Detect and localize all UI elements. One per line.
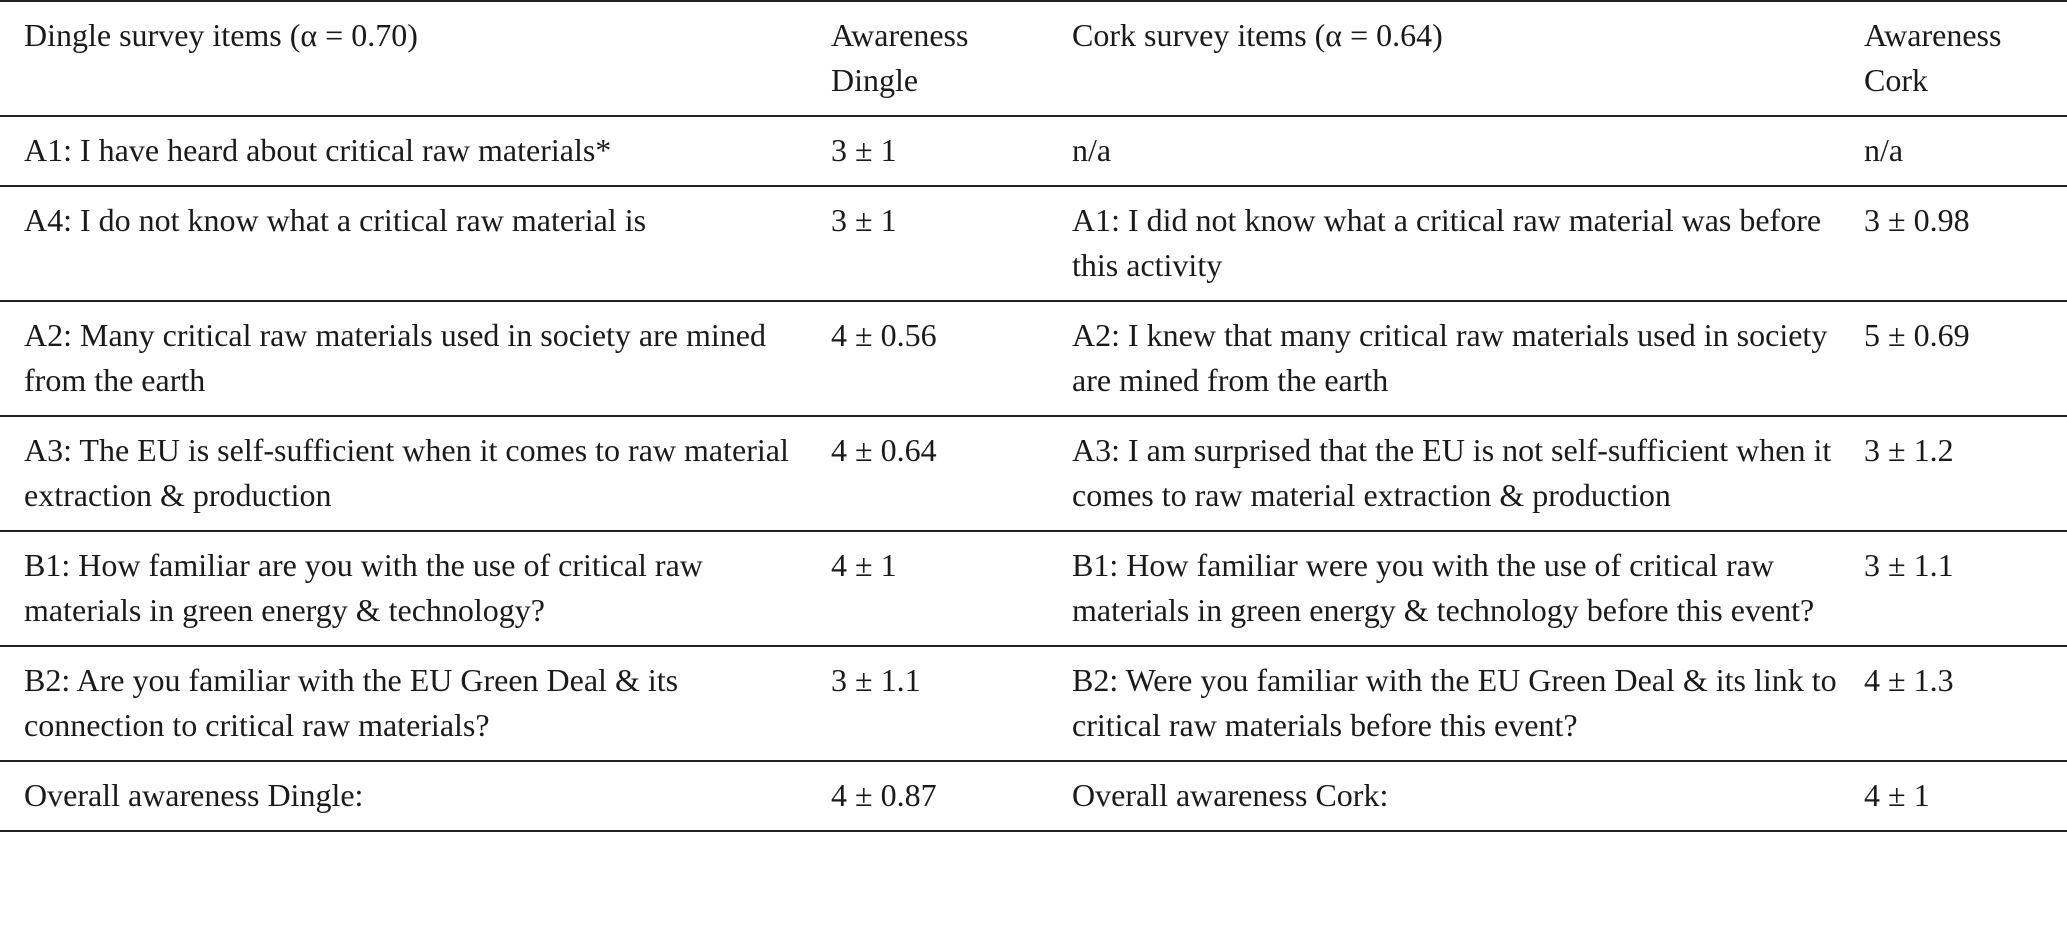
cork-item-cell: B1: How familiar were you with the use of critical raw materials in green energy & technology before this event? bbox=[1048, 531, 1854, 646]
table-row bbox=[0, 301, 2067, 416]
dingle-value-cell: 3 ± 1 bbox=[821, 116, 1048, 186]
cork-value-cell: n/a bbox=[1854, 116, 2067, 186]
cork-item-cell: n/a bbox=[1048, 116, 1854, 186]
table-row bbox=[0, 186, 2067, 301]
dingle-value-cell: 4 ± 0.56 bbox=[821, 301, 1048, 416]
table-row bbox=[0, 416, 2067, 531]
table-body bbox=[0, 116, 2067, 831]
dingle-value-cell: 3 ± 1 bbox=[821, 186, 1048, 301]
dingle-item-cell: B1: How familiar are you with the use of critical raw materials in green energy & technology? bbox=[0, 531, 821, 646]
overall-cork-value: 4 ± 1 bbox=[1854, 761, 2067, 831]
header-awareness-cork: Awareness Cork bbox=[1854, 1, 2067, 116]
header-row bbox=[0, 1, 2067, 116]
table-row-overall bbox=[0, 761, 2067, 831]
cork-value-cell: 5 ± 0.69 bbox=[1854, 301, 2067, 416]
dingle-item-cell: A2: Many critical raw materials used in society are mined from the earth bbox=[0, 301, 821, 416]
table-row bbox=[0, 116, 2067, 186]
cork-item-cell: B2: Were you familiar with the EU Green Deal & its link to critical raw materials before this event? bbox=[1048, 646, 1854, 761]
table-header bbox=[0, 1, 2067, 116]
dingle-item-cell: A1: I have heard about critical raw materials* bbox=[0, 116, 821, 186]
cork-value-cell: 3 ± 1.1 bbox=[1854, 531, 2067, 646]
dingle-item-cell: B2: Are you familiar with the EU Green Deal & its connection to critical raw materials? bbox=[0, 646, 821, 761]
dingle-item-cell: A3: The EU is self-sufficient when it comes to raw material extraction & production bbox=[0, 416, 821, 531]
overall-dingle-value: 4 ± 0.87 bbox=[821, 761, 1048, 831]
dingle-value-cell: 4 ± 1 bbox=[821, 531, 1048, 646]
cork-item-cell: A1: I did not know what a critical raw material was before this activity bbox=[1048, 186, 1854, 301]
cork-item-cell: A3: I am surprised that the EU is not self-sufficient when it comes to raw material extraction & production bbox=[1048, 416, 1854, 531]
table-row bbox=[0, 531, 2067, 646]
table-row bbox=[0, 646, 2067, 761]
header-dingle-items: Dingle survey items (α = 0.70) bbox=[0, 1, 821, 116]
dingle-value-cell: 4 ± 0.64 bbox=[821, 416, 1048, 531]
overall-dingle-label: Overall awareness Dingle: bbox=[0, 761, 821, 831]
cork-value-cell: 4 ± 1.3 bbox=[1854, 646, 2067, 761]
cork-value-cell: 3 ± 0.98 bbox=[1854, 186, 2067, 301]
dingle-value-cell: 3 ± 1.1 bbox=[821, 646, 1048, 761]
dingle-item-cell: A4: I do not know what a critical raw material is bbox=[0, 186, 821, 301]
overall-cork-label: Overall awareness Cork: bbox=[1048, 761, 1854, 831]
cork-value-cell: 3 ± 1.2 bbox=[1854, 416, 2067, 531]
header-awareness-dingle: Awareness Dingle bbox=[821, 1, 1048, 116]
cork-item-cell: A2: I knew that many critical raw materials used in society are mined from the earth bbox=[1048, 301, 1854, 416]
header-cork-items: Cork survey items (α = 0.64) bbox=[1048, 1, 1854, 116]
